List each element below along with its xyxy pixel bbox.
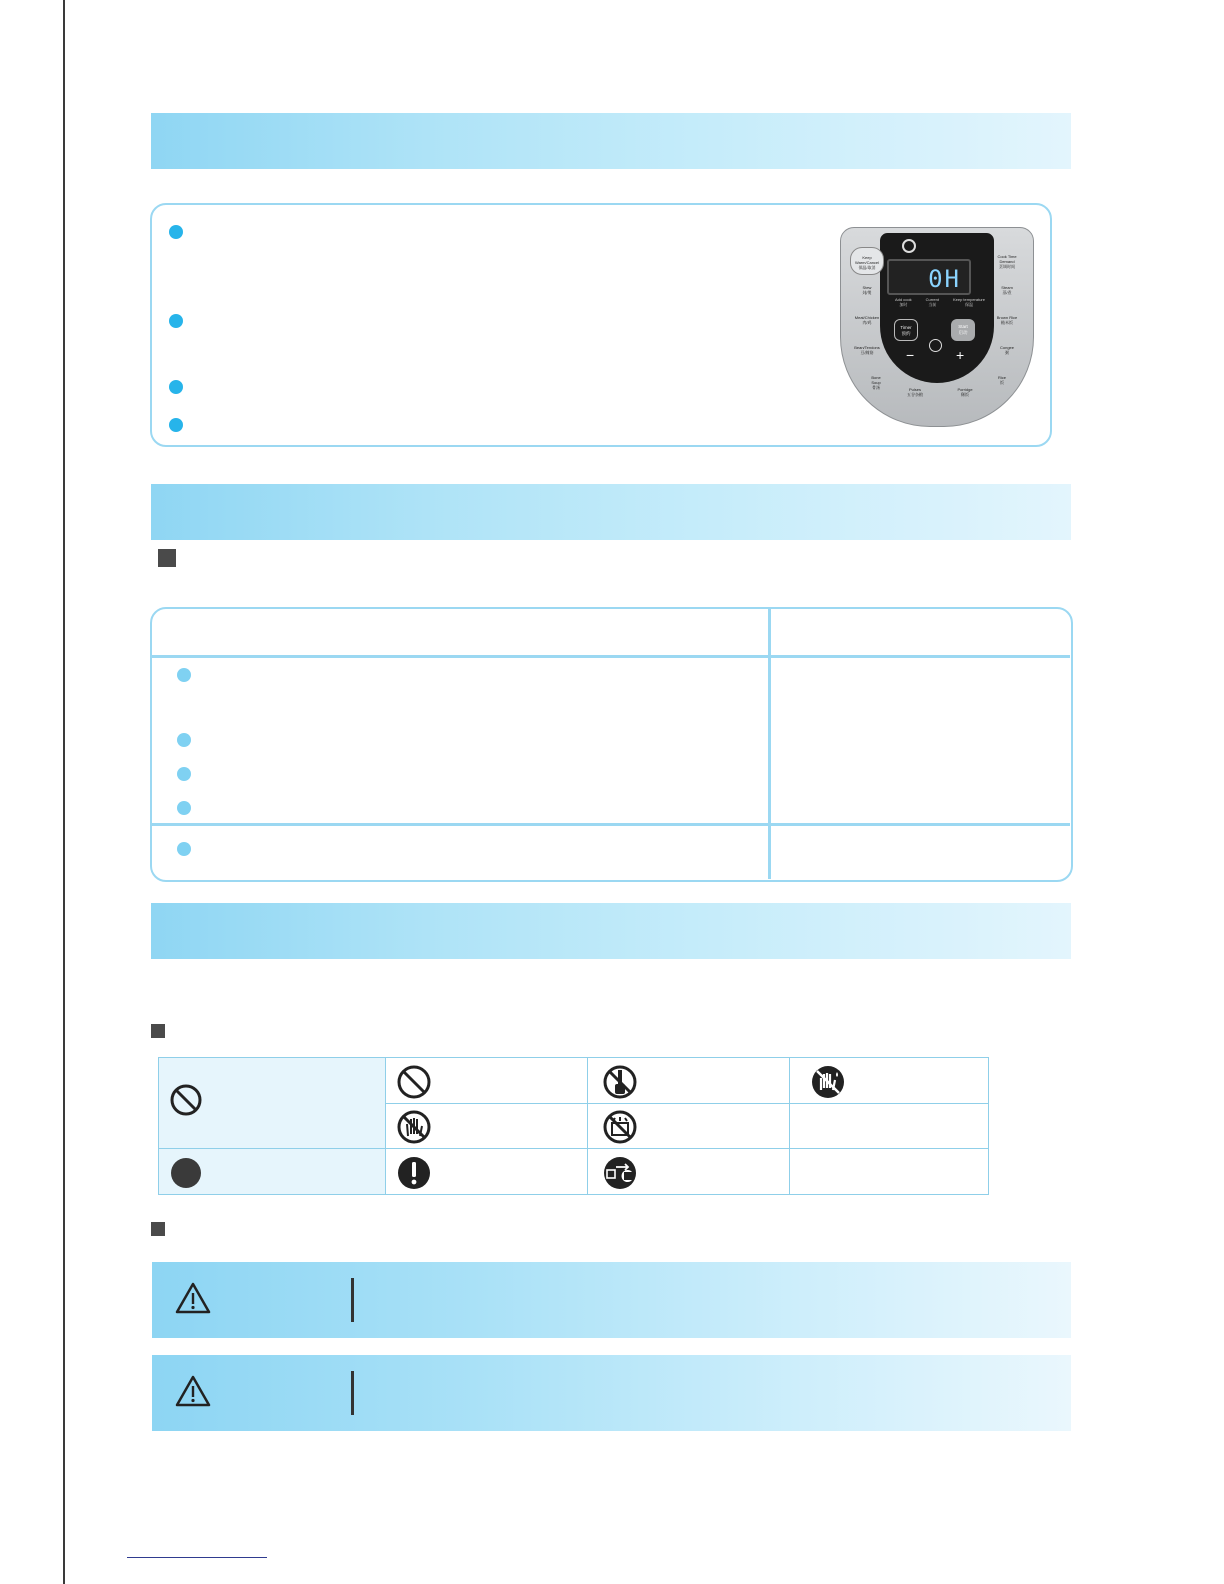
- troubleshooting-table: [150, 607, 1073, 882]
- symbol-cell: [587, 1103, 790, 1149]
- bullet: [177, 733, 191, 747]
- symbol-cell: [385, 1103, 588, 1149]
- congee-button[interactable]: Congee 粥: [999, 345, 1014, 355]
- minus-button[interactable]: −: [906, 347, 915, 363]
- section-header-band-2: [151, 484, 1071, 540]
- symbol-cell-empty: [789, 1103, 989, 1149]
- bean-tendons-button[interactable]: Bean/Tendons 豆/蹄筋: [854, 345, 880, 355]
- bullet: [169, 418, 183, 432]
- meat-chicken-button[interactable]: Meat/Chicken 肉/鸡: [854, 315, 880, 325]
- square-marker: [158, 549, 176, 567]
- binding-edge-line: [63, 0, 65, 1584]
- porridge-button[interactable]: Porridge 稀饭: [957, 387, 973, 397]
- unplug-icon: [602, 1155, 638, 1191]
- bullet: [169, 314, 183, 328]
- table-header-divider: [152, 655, 1070, 658]
- prohibit-icon: [169, 1083, 203, 1117]
- no-disassemble-icon: [602, 1064, 638, 1100]
- symbols-table: [158, 1057, 989, 1195]
- prohibit-icon: [396, 1064, 432, 1100]
- bullet: [177, 767, 191, 781]
- plus-button[interactable]: +: [956, 347, 965, 363]
- symbol-cell: [587, 1148, 790, 1195]
- timer-button[interactable]: Timer 预约: [894, 319, 918, 341]
- no-water-icon: [602, 1109, 638, 1145]
- section-header-band-1: [151, 113, 1071, 169]
- control-panel-image: [840, 227, 1034, 427]
- filled-circle-icon: [171, 1158, 201, 1188]
- bullet: [177, 668, 191, 682]
- section-header-band-3: [151, 903, 1071, 959]
- steam-button[interactable]: Steam 蒸/煮: [1001, 285, 1013, 295]
- indicator-add-cook: Add cook 加时: [895, 297, 912, 307]
- exclamation-icon: [396, 1155, 432, 1191]
- symbol-cell: [789, 1057, 989, 1104]
- rice-button[interactable]: Rice 饭: [997, 375, 1006, 385]
- no-wet-hands-icon: [810, 1064, 846, 1100]
- symbol-cell: [587, 1057, 790, 1104]
- clock-icon: [929, 339, 942, 352]
- prohibition-label-cell: [158, 1057, 386, 1149]
- warning-triangle-icon: [174, 1374, 212, 1408]
- symbol-cell-empty: [789, 1148, 989, 1195]
- square-marker: [151, 1024, 165, 1038]
- indicator-current: Current 当前: [925, 297, 939, 307]
- cook-time-demand-button[interactable]: Cook Time Demand 烹调时间: [997, 254, 1017, 269]
- mandatory-label-cell: [158, 1148, 386, 1195]
- control-panel-card: [150, 203, 1052, 447]
- keep-warm-cancel-button[interactable]: Keep Warm/Cancel 保温/取消: [850, 247, 884, 275]
- warning-divider: [351, 1278, 354, 1322]
- square-marker: [151, 1222, 165, 1236]
- table-column-divider: [768, 609, 771, 879]
- stew-button[interactable]: Stew 炖/煲: [862, 285, 872, 295]
- no-touch-icon: [396, 1109, 432, 1145]
- symbol-cell: [385, 1057, 588, 1104]
- bullet: [177, 801, 191, 815]
- table-row-divider: [152, 823, 1070, 826]
- pulses-button[interactable]: Pulses 五谷杂粮: [907, 387, 923, 397]
- indicator-keep-temp: Keep temperature 保温: [952, 297, 985, 307]
- brown-rice-button[interactable]: Brown Rice 糙米饭: [996, 315, 1018, 325]
- bullet: [169, 225, 183, 239]
- symbol-cell: [385, 1148, 588, 1195]
- bullet: [177, 842, 191, 856]
- caution-divider: [351, 1371, 354, 1415]
- footer-line: [127, 1557, 267, 1558]
- bullet: [169, 380, 183, 394]
- digital-display: 0H: [887, 259, 971, 295]
- caution-bar: [152, 1355, 1071, 1431]
- warning-triangle-icon: [174, 1281, 212, 1315]
- start-button[interactable]: Start 启动: [951, 319, 975, 341]
- warning-bar: [152, 1262, 1071, 1338]
- brand-logo-icon: [902, 239, 916, 253]
- bone-soup-button[interactable]: Bone Soup 骨汤: [871, 375, 881, 390]
